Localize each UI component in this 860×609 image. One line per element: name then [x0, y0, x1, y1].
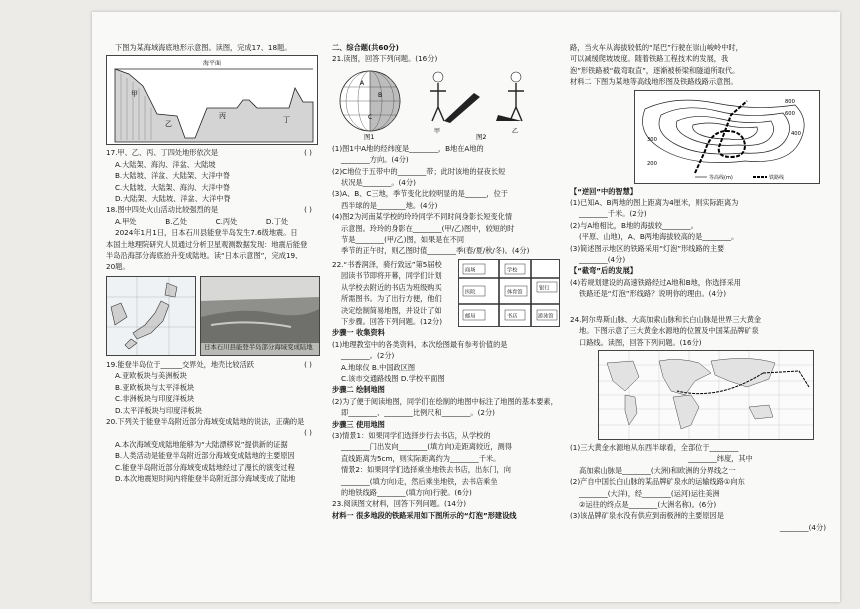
q22-step: (2)为了便于阅读地图，同学们在绘制的地图中标注了地图的基本要素， — [332, 396, 558, 406]
q24-line: (3)该品牌矿泉水没有供应到南极洲的主要原因是 — [570, 511, 724, 521]
material-1-cont: 可以减缓爬坡坡度。随着铁路工程技术的发展，我 — [570, 54, 729, 64]
q19-option-c: C.非洲板块与印度洋板块 — [115, 394, 195, 404]
q20-option-c: C.能登半岛附近部分海域变成陆地经过了漫长的演变过程 — [115, 462, 295, 472]
seafloor-profile-svg — [107, 56, 317, 144]
contour-300: 300 — [647, 136, 657, 143]
fig-label-bing: 丙 — [219, 112, 226, 121]
contour-map — [634, 90, 820, 184]
q22-step: (3)情景1：如果同学们选择步行去书店，从学校的 — [332, 430, 491, 440]
q19-option-d: D.太平洋板块与印度洋板块 — [115, 405, 202, 415]
contour-200: 200 — [647, 160, 657, 167]
q24-stem: 口路线。读图，回答下列问题。(16分) — [579, 337, 702, 347]
exam-paper — [92, 12, 840, 602]
map-mall: 商场 — [465, 267, 476, 274]
q24-stem: 地。下图示意了三大黄金水源地的位置及中国某品牌矿泉 — [579, 326, 759, 336]
q23-line: (3)简述图示地区的铁路采用“灯泡”形线路的主要 — [570, 243, 725, 253]
q17-option-a: A.大陆架、海沟、洋盆、大陆坡 — [115, 159, 216, 169]
q19-option-a: A.亚欧板块与美洲板块 — [115, 371, 187, 381]
material-2: 材料二 下图为某地等高线地形图及铁路线路示意图。 — [570, 77, 738, 87]
q22-step: 即________、________比例尺和________。(2分) — [341, 408, 495, 418]
q22-block — [332, 259, 560, 327]
q20-paren: ( ) — [304, 428, 312, 438]
q21-line: 节是________(甲/乙)图，如果是在不同 — [341, 235, 465, 245]
map-post-office: 邮局 — [465, 313, 476, 320]
section-heading: 二、综合题(共60分) — [332, 43, 399, 52]
japan-figures — [106, 276, 318, 356]
part-1-heading: 【“逆回”中的智慧】 — [570, 186, 637, 196]
q21-line: 季节的正午时，则乙图时值________季(春/夏/秋/冬)。(4分) — [341, 246, 530, 256]
q21-line: (3)A、B、C三地，季节变化比较明显的是______，位于 — [332, 189, 508, 199]
q23-line: (平原、山地)，A、B两地海拔较高的是________。 — [579, 232, 739, 242]
q22-step: C.该市交通路线图 D.学校平面图 — [341, 373, 445, 383]
q22-step: 步骤一 收集资料 — [332, 328, 385, 338]
q22-step: (1)地理教室中的各类资料，本次绘图最有参考价值的是 — [332, 339, 508, 349]
world-map — [598, 350, 814, 440]
globe-label-b: B — [378, 91, 383, 99]
map-school: 学校 — [507, 267, 518, 274]
q21-line: (2)C地位于五带中的________带；此时该地的昼夜长短 — [332, 166, 506, 176]
legend-contour: 等高线(m) — [709, 174, 733, 181]
q22-step: ________门出发向________(填方向)走距离较近，测得 — [341, 442, 512, 452]
fig-label-jia: 甲 — [131, 90, 138, 99]
q19-stem: 19.能登半岛位于______交界处，地壳比较活跃 ( ) — [106, 359, 312, 369]
column-1 — [106, 42, 318, 484]
coast-photo — [200, 276, 320, 356]
q21-stem: 21.读图，回答下列问题。(16分) — [332, 54, 438, 64]
q23-4-line: 铁路还是“灯泡”形线路？说明你的理由。(4分) — [579, 289, 727, 299]
q21-line: 西半球的是________地。(4分) — [341, 200, 438, 210]
contour-600: 600 — [785, 110, 795, 117]
material-1-cont: 泡”形铁路被“截弯取直”，逐渐被桥梁和隧道所取代。 — [570, 65, 740, 75]
column-3 — [570, 42, 832, 533]
q23-line: (2)与A地相比，B地的海拔较________。 — [570, 220, 698, 230]
q17-option-b: B.大陆坡、洋盆、大陆架、大洋中脊 — [115, 171, 231, 181]
passage-line: 半岛沿海部分海底抬升变成陆地。读“日本示意图”，完成19、 — [106, 251, 303, 261]
street-map — [458, 259, 560, 327]
q22-step: 的地铁线路________(填方向)行驶。(6分) — [341, 488, 472, 497]
q21-line: (1)图1中A地的经纬度是________，B地在A地的 — [332, 143, 484, 153]
fig-label-yi: 乙 — [165, 120, 172, 129]
globe-label-c: C — [368, 113, 373, 121]
fig-label-ding: 丁 — [283, 116, 290, 125]
map-stadium: 体育馆 — [507, 289, 523, 296]
q22-step: ________(填方向)走，然后乘坐地铁，去书店乘坐 — [341, 476, 498, 486]
fig2-caption: 图2 — [476, 132, 487, 141]
japan-map — [106, 276, 196, 356]
q24-line: ②运往的终点是________(大洲名称)。(6分) — [579, 499, 717, 509]
map-bank: 银行 — [539, 285, 550, 292]
figure-jia-label: 甲 — [434, 127, 441, 135]
q18-options: A.甲处 B.乙处 C.丙处 D.丁处 — [115, 216, 289, 226]
q17-stem: 17.甲、乙、丙、丁四处地形依次是 ( ) — [106, 148, 312, 158]
q22-step: ________。(2分) — [341, 351, 395, 361]
intro-17-18: 下图为某海域海底地形示意图。读图，完成17、18题。 — [115, 43, 292, 52]
q23-line: (1)已知A、B两地的图上距离为4厘米，则实际距离为 — [570, 198, 739, 208]
passage-line: 20题。 — [106, 262, 130, 272]
q23-line: ________千米。(2分) — [579, 209, 647, 219]
q22-step: 步骤二 绘制地图 — [332, 385, 385, 395]
q24-line: 高加索山脉是________(大洲)和欧洲的分界线之一 — [579, 465, 736, 475]
q24-line: ________(大洋)，经________(运河)运往美洲 — [579, 488, 720, 498]
q17-option-c: C.大陆坡、大陆架、海沟、大洋中脊 — [115, 182, 231, 192]
q18-stem: 18.图中四处火山活动比较强烈的是 ( ) — [106, 205, 312, 215]
q22-step: 情景2：如果同学们选择乘坐地铁去书店，出东门，向 — [341, 465, 511, 475]
q22-step: A.地球仪 B.中国政区图 — [341, 362, 416, 372]
sea-level-label: 海平面 — [203, 60, 222, 68]
photo-caption: 日本石川县能登半岛部分海域变成陆地 — [204, 343, 313, 352]
globe-figure — [332, 67, 412, 141]
q24-stem: 24.阿尔卑斯山脉、大高加索山脉和长白山脉是世界三大黄金 — [570, 314, 762, 324]
map-bookstore: 书店 — [507, 313, 518, 320]
q24-line: ________(4分) — [779, 522, 826, 532]
q21-line: 状况是________。(4分) — [341, 178, 416, 188]
seafloor-figure — [106, 55, 318, 145]
q17-option-d: D.大陆架、大陆坡、洋盆、大洋中脊 — [115, 194, 231, 204]
q23-material-1: 材料一 很多地段的铁路采用如下图所示的“灯泡”形建设线 — [332, 510, 517, 520]
material-1-cont: 路，当火车从海拔较低的“尾巴”行驶在崇山峻岭中时， — [570, 43, 743, 52]
passage-line: 本国土地理院研究人员通过分析卫星观测数据发现：地震后能登 — [106, 239, 308, 249]
q23-4-line: (4)若规划建设的高速铁路经过A地和B地，你选择采用 — [570, 277, 741, 287]
figure-yi-label: 乙 — [512, 127, 519, 135]
q19-option-b: B.亚欧板块与太平洋板块 — [115, 382, 195, 392]
q20-stem: 20.下列关于能登半岛附近部分海域变成陆地的说法，正确的是 — [106, 416, 305, 426]
contour-800: 800 — [785, 98, 795, 105]
contour-400: 400 — [791, 130, 801, 137]
q22-step: 步骤三 使用地图 — [332, 419, 385, 429]
q22-stem: 22.“书香润泽，骑行致远”第5届校 园读书节即将开幕，同学们计划 从学校去附近的书店为班级购买 所需图书。为了出行方便，他们 决定绘制简易地图，并设计了如 下步骤。回答下列问题。(12分) — [332, 259, 443, 326]
q21-line: (4)图2为河南某学校的玲玲同学不同时间身影长短变化情 — [332, 212, 513, 222]
passage-line: 2024年1月1日，日本石川县能登半岛发生7.6级地震。日 — [115, 228, 298, 238]
map-pool: 游泳馆 — [538, 313, 554, 320]
column-2 — [332, 42, 560, 521]
q24-line: (1)三大黄金水源地从东西半球看，全部位于________ — [570, 442, 739, 452]
q24-line: (2)产自中国长白山脉的某品牌矿泉水的运输线路①向东 — [570, 477, 745, 487]
q22-step: 直线距离为5cm，则实际距离约为________千米。 — [341, 453, 501, 463]
shadow-figure — [418, 67, 548, 141]
q21-line: 示意图。玲玲的身影在________(甲/乙)图中，较短的时 — [341, 223, 515, 233]
q23-stem: 23.阅读图文材料，回答下列问题。(14分) — [332, 499, 466, 509]
q20-option-b: B.人类活动是能登半岛附近部分海域变成陆地的主要原因 — [115, 451, 295, 461]
q23-line: ________(4分) — [579, 255, 626, 265]
part-2-heading: 【“截弯”后的发展】 — [570, 266, 637, 276]
q21-line: ________方向。(4分) — [341, 155, 409, 165]
q21-figures — [332, 67, 560, 141]
q24-line: ________纬度，其中 — [688, 454, 753, 464]
fig1-caption: 图1 — [364, 132, 375, 141]
q20-option-d: D.本次地震短时间内将能登半岛附近部分海域变成了陆地 — [115, 473, 296, 483]
map-hospital: 医院 — [465, 289, 476, 296]
q20-option-a: A.本次海域变成陆地能够为“大陆漂移说”提供新的证据 — [115, 439, 288, 449]
legend-railway: 铁路线 — [769, 174, 785, 181]
globe-label-a: A — [360, 79, 365, 87]
